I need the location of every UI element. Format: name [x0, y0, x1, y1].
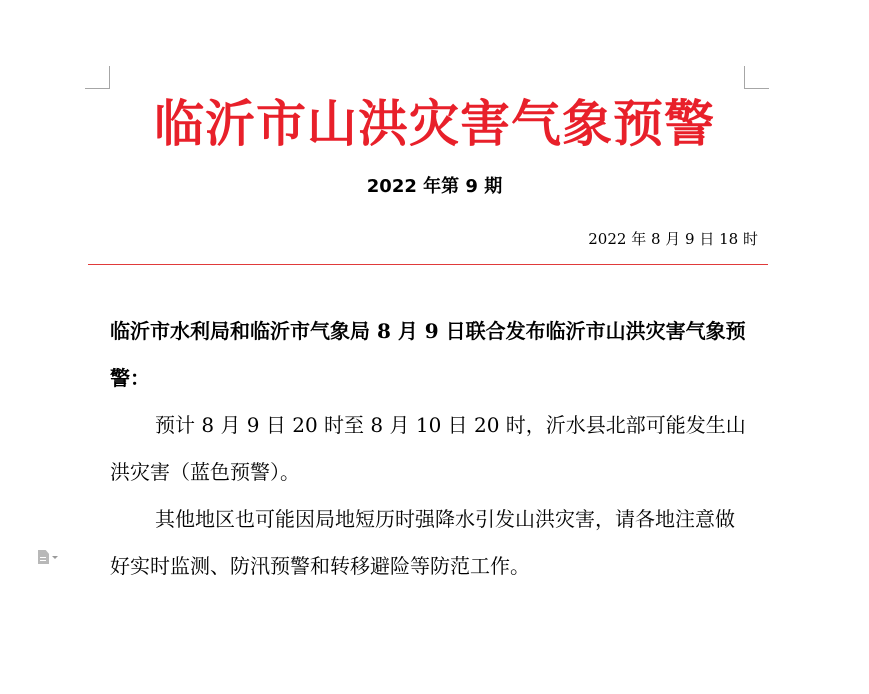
chevron-down-icon [52, 556, 58, 559]
crop-mark-top-right [744, 66, 769, 89]
crop-mark-top-left [85, 66, 110, 89]
body-paragraph-2: 其他地区也可能因局地短历时强降水引发山洪灾害，请各地注意做好实时监测、防汛预警和转移避险等防范工作。 [110, 507, 735, 578]
document-title: 临沂市山洪灾害气象预警 [154, 94, 715, 153]
header-divider [88, 264, 768, 265]
issue-number: 2022 年第 9 期 [366, 176, 503, 197]
lead-paragraph: 临沂市水利局和临沂市气象局 8 月 9 日联合发布临沂市山洪灾害气象预警： [110, 319, 746, 390]
body-paragraph-1: 预计 8 月 9 日 20 时至 8 月 10 日 20 时，沂水县北部可能发生山洪灾害（蓝色预警）。 [110, 413, 746, 484]
document-body [110, 308, 770, 590]
issue-date: 2022 年 8 月 9 日 18 时 [588, 230, 758, 248]
document-icon [38, 550, 49, 564]
paragraph-options-button[interactable] [38, 550, 58, 564]
